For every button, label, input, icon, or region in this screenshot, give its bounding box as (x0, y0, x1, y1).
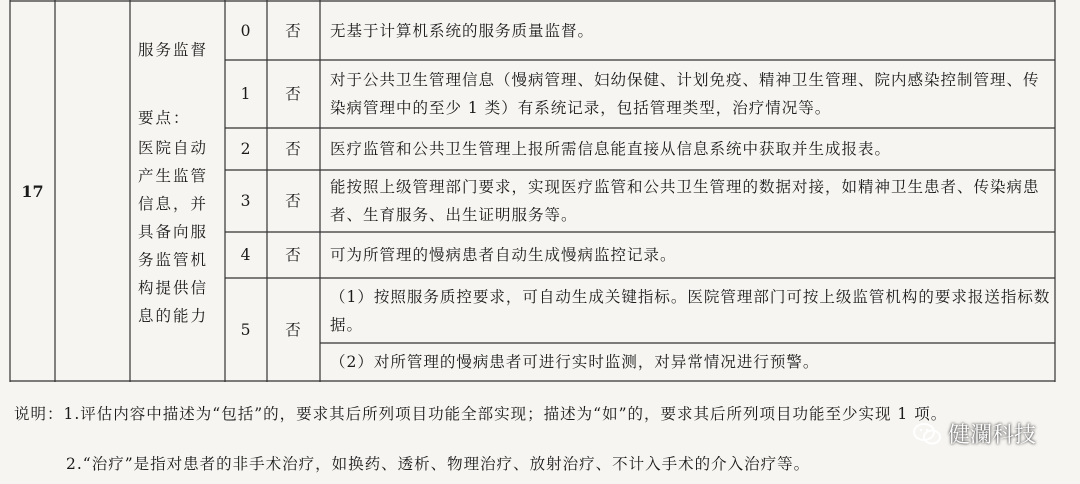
level-flag: 否 (285, 320, 302, 339)
level-description: 医疗监管和公共卫生管理上报所需信息能直接从信息系统中获取并生成报表。 (330, 140, 892, 158)
level-description: （2）对所管理的慢病患者可进行实时监测，对异常情况进行预警。 (330, 353, 820, 371)
description-line: 务监管机 (138, 251, 209, 269)
category-title: 服务监督 (138, 41, 209, 59)
level-flag: 否 (285, 192, 302, 210)
level-flag: 否 (285, 85, 302, 103)
level-number: 2 (240, 140, 252, 158)
wechat-icon (912, 421, 942, 447)
level-number: 3 (240, 192, 252, 210)
row-number: 17 (21, 181, 44, 201)
description-line: 产生监管 (138, 167, 209, 185)
note-line-1: 说明：1.评估内容中描述为“包括”的，要求其后所列项目功能全部实现；描述为“如”的，要求其后所列项目功能至少实现 1 项。 (14, 405, 948, 423)
note-line-2: 2.“治疗”是指对患者的非手术治疗，如换药、透析、物理治疗、放射治疗、不计入手术的介入治疗等。 (66, 455, 811, 473)
level-number: 0 (240, 21, 252, 40)
level-description: 能按照上级管理部门要求，实现医疗监管和公共卫生管理的数据对接，如精神卫生患者、传染病患者、生育服务、出生证明服务等。 (330, 178, 1040, 224)
level-number: 1 (240, 85, 252, 103)
level-flag: 否 (285, 246, 302, 264)
watermark-text: 健瀾科技 (948, 423, 1037, 448)
description-line: 具备向服 (138, 223, 209, 241)
level-number: 4 (240, 246, 252, 264)
category-description (138, 134, 224, 330)
description-line: 构提供信 (138, 279, 209, 297)
description-line: 信息，并 (138, 195, 209, 213)
category-points-label: 要点： (138, 109, 191, 127)
level-flag: 否 (285, 140, 302, 158)
description-line: 医院自动 (138, 139, 209, 157)
level-flag: 否 (285, 21, 302, 40)
level-description: 对于公共卫生管理信息（慢病管理、妇幼保健、计划免疫、精神卫生管理、院内感染控制管理、传染病管理中的至少 1 类）有系统记录，包括管理类型，治疗情况等。 (330, 71, 1040, 117)
level-description: （1）按照服务质控要求，可自动生成关键指标。医院管理部门可按上级监管机构的要求报送指标数据。 (330, 287, 1051, 334)
watermark (912, 418, 1036, 449)
description-line: 息的能力 (138, 307, 209, 325)
level-number: 5 (240, 320, 252, 339)
level-description: 可为所管理的慢病患者自动生成慢病监控记录。 (330, 246, 677, 264)
level-description: 无基于计算机系统的服务质量监督。 (330, 21, 595, 40)
